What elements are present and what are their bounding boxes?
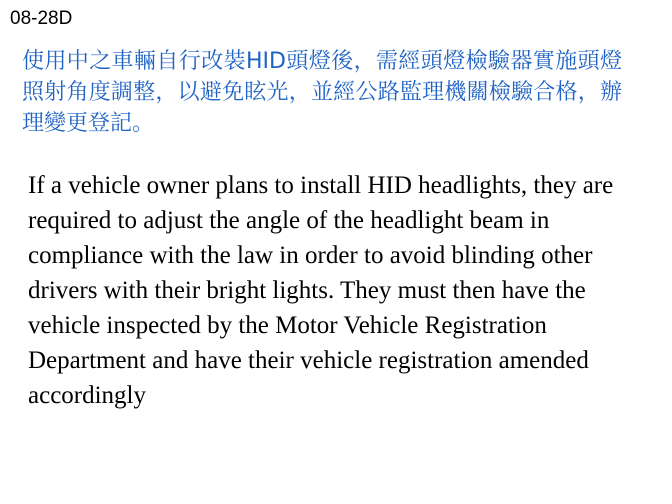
english-paragraph: If a vehicle owner plans to install HID headlights, they are required to adjust the angle of the headlight beam in compliance with the law in order to avoid blinding other drivers with their bright lights. They must then have the vehicle inspected by the Motor Vehicle Registration Department and have their vehicle registration amended accordingly — [28, 172, 614, 409]
chinese-paragraph: 使用中之車輛自行改裝HID頭燈後，需經頭燈檢驗器實施頭燈照射角度調整，以避免眩光，並經公路監理機關檢驗合格，辦理變更登記。 — [22, 49, 622, 136]
slide-id-label: 08-28D — [10, 8, 73, 29]
english-paragraph-container — [28, 168, 636, 413]
